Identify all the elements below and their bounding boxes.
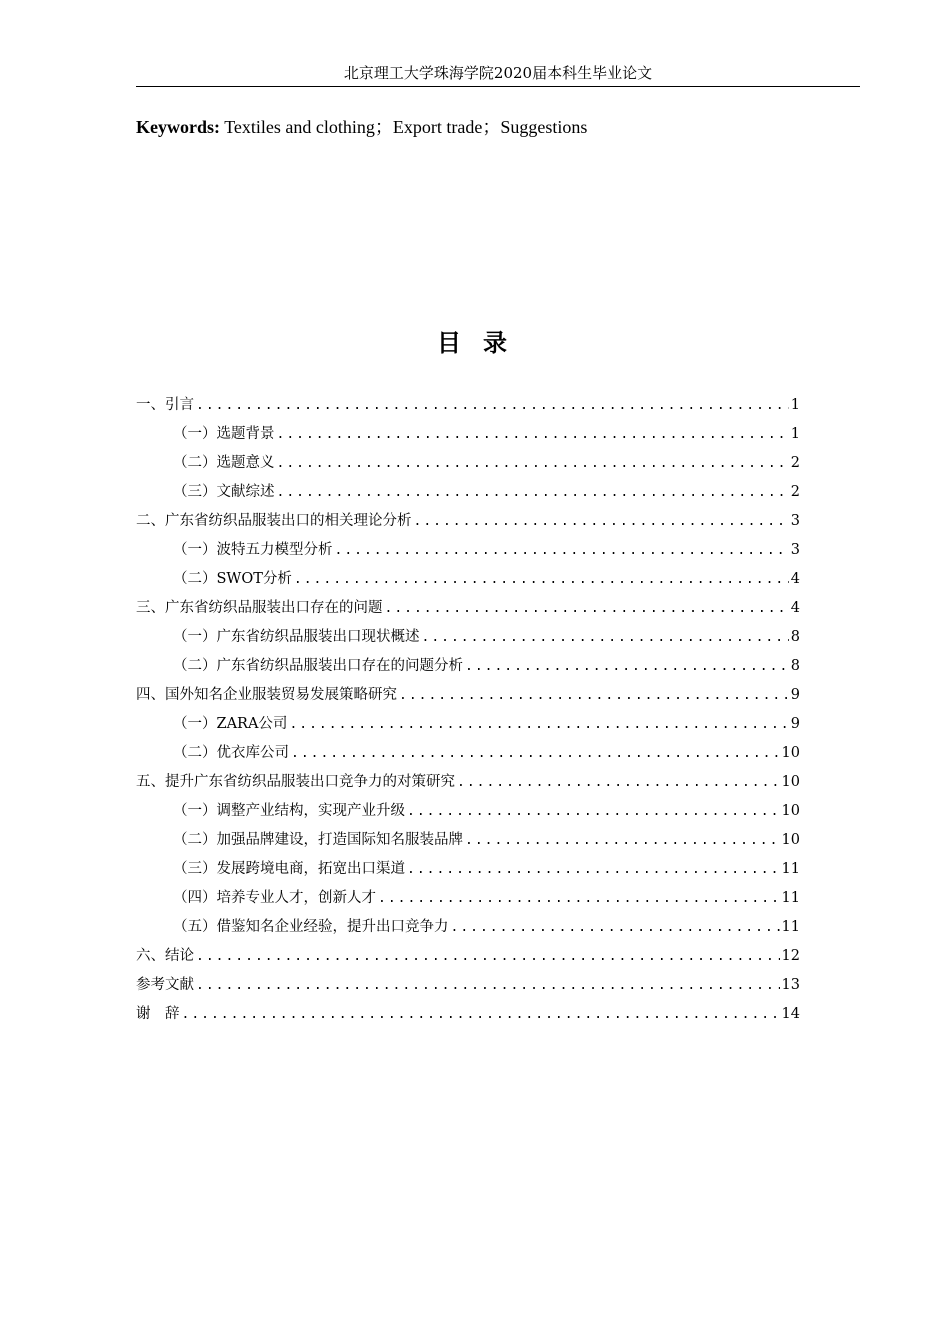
toc-entry-label: 一、引言 <box>136 397 194 413</box>
toc-leader <box>196 971 780 1000</box>
toc-entry-page: 10 <box>781 774 800 790</box>
toc-leader <box>422 623 789 652</box>
toc-entry-label: （二）SWOT分析 <box>173 571 292 587</box>
toc-entry-page: 11 <box>781 919 800 935</box>
toc-entry[interactable] <box>136 710 800 739</box>
toc-entry[interactable] <box>136 565 800 594</box>
toc-entry[interactable] <box>136 884 800 913</box>
toc-entry-label: （一）广东省纺织品服装出口现状概述 <box>173 629 420 645</box>
toc-leader <box>407 855 780 884</box>
toc-entry[interactable] <box>136 652 800 681</box>
toc-entry-label: （二）加强品牌建设，打造国际知名服装品牌 <box>173 832 463 848</box>
toc-entry[interactable] <box>136 507 800 536</box>
toc-leader <box>291 739 780 768</box>
toc-entry[interactable] <box>136 420 800 449</box>
toc-entry[interactable] <box>136 623 800 652</box>
toc-leader <box>451 913 780 942</box>
toc-entry[interactable] <box>136 449 800 478</box>
toc-entry[interactable] <box>136 1000 800 1029</box>
toc-entry[interactable] <box>136 391 800 420</box>
toc-leader <box>289 710 788 739</box>
toc-leader <box>196 942 780 971</box>
toc-entry-page: 1 <box>790 426 800 442</box>
toc-leader <box>182 1000 780 1029</box>
toc-entry[interactable] <box>136 855 800 884</box>
toc-entry[interactable] <box>136 797 800 826</box>
toc-entry-page: 9 <box>790 716 800 732</box>
toc-entry-label: 参考文献 <box>136 977 194 993</box>
keywords-label: Keywords: <box>136 117 220 137</box>
toc-entry[interactable] <box>136 913 800 942</box>
toc-entry-page: 2 <box>790 455 800 471</box>
toc-leader <box>277 449 789 478</box>
header-title: 北京理工大学珠海学院2020届本科生毕业论文 <box>343 64 653 82</box>
toc-entry-label: 四、国外知名企业服装贸易发展策略研究 <box>136 687 397 703</box>
toc-entry-label: 六、结论 <box>136 948 194 964</box>
toc-entry-page: 4 <box>790 600 800 616</box>
toc-leader <box>277 478 789 507</box>
toc-entry-label: （二）广东省纺织品服装出口存在的问题分析 <box>173 658 463 674</box>
toc-entry[interactable] <box>136 971 800 1000</box>
toc-entry[interactable] <box>136 681 800 710</box>
toc-entry-label: （四）培养专业人才，创新人才 <box>173 890 376 906</box>
toc-entry[interactable] <box>136 942 800 971</box>
toc-entry-label: 三、广东省纺织品服装出口存在的问题 <box>136 600 383 616</box>
toc-leader <box>378 884 780 913</box>
toc-entry-page: 8 <box>790 658 800 674</box>
toc-entry[interactable] <box>136 768 800 797</box>
toc-leader <box>196 391 789 420</box>
toc-entry-page: 11 <box>781 861 800 877</box>
toc-entry-page: 2 <box>790 484 800 500</box>
toc-entry-page: 8 <box>790 629 800 645</box>
toc-entry-page: 10 <box>781 832 800 848</box>
toc-entry-page: 3 <box>790 542 800 558</box>
toc-entry[interactable] <box>136 826 800 855</box>
toc-entry[interactable] <box>136 536 800 565</box>
toc-entry-label: （三）文献综述 <box>173 484 275 500</box>
toc-entry-label: （一）波特五力模型分析 <box>173 542 333 558</box>
toc-entry-page: 14 <box>781 1006 800 1022</box>
toc-entry-page: 1 <box>790 397 800 413</box>
toc-leader <box>277 420 789 449</box>
toc-leader <box>457 768 780 797</box>
toc-leader <box>294 565 789 594</box>
toc-leader <box>385 594 789 623</box>
toc-entry[interactable] <box>136 594 800 623</box>
toc-entry-label: （二）选题意义 <box>173 455 275 471</box>
keywords-line <box>136 115 587 139</box>
toc-title: 目录 <box>437 328 529 357</box>
toc-entry-label: （二）优衣库公司 <box>173 745 289 761</box>
toc-entry-page: 4 <box>790 571 800 587</box>
toc-entry-label: 二、广东省纺织品服装出口的相关理论分析 <box>136 513 412 529</box>
toc-leader <box>414 507 789 536</box>
keywords-text: Textiles and clothing；Export trade；Suggestions <box>224 117 588 137</box>
toc-entry-label: （一）调整产业结构，实现产业升级 <box>173 803 405 819</box>
toc-leader <box>335 536 789 565</box>
toc-entry-page: 10 <box>781 745 800 761</box>
toc-entry-label: （五）借鉴知名企业经验，提升出口竞争力 <box>173 919 449 935</box>
table-of-contents <box>136 391 800 1029</box>
toc-entry-label: 五、提升广东省纺织品服装出口竞争力的对策研究 <box>136 774 455 790</box>
toc-leader <box>465 826 780 855</box>
toc-entry-page: 3 <box>790 513 800 529</box>
toc-entry-label: （三）发展跨境电商，拓宽出口渠道 <box>173 861 405 877</box>
toc-entry-page: 11 <box>781 890 800 906</box>
toc-entry-page: 10 <box>781 803 800 819</box>
toc-leader <box>407 797 780 826</box>
page-header <box>136 62 860 87</box>
toc-entry-label: （一）ZARA公司 <box>173 716 288 732</box>
toc-entry-page: 12 <box>781 948 800 964</box>
toc-entry-page: 13 <box>781 977 800 993</box>
toc-leader <box>399 681 789 710</box>
toc-entry-label: 谢 辞 <box>136 1006 180 1022</box>
toc-entry[interactable] <box>136 478 800 507</box>
toc-entry-page: 9 <box>790 687 800 703</box>
toc-entry-label: （一）选题背景 <box>173 426 275 442</box>
toc-leader <box>465 652 789 681</box>
toc-entry[interactable] <box>136 739 800 768</box>
